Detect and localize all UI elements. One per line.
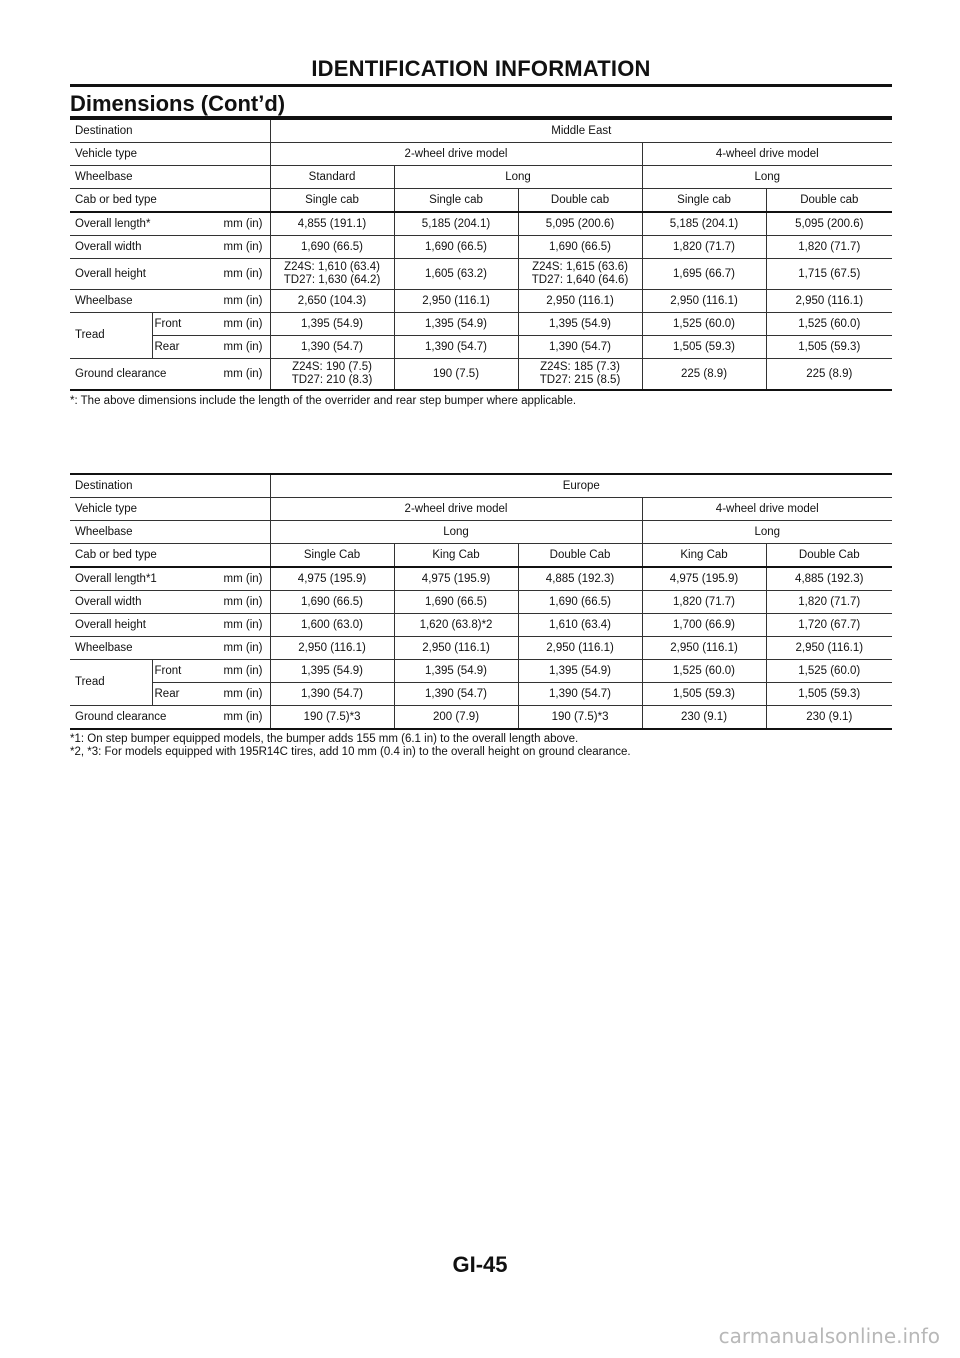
value-cell: 2,950 (116.1): [766, 290, 892, 313]
data-row: [70, 259, 892, 290]
row-label: [70, 359, 270, 391]
row-label-text: Ground clearance: [75, 710, 167, 723]
wheelbase-type-cell: Long: [642, 521, 892, 544]
row-label: [70, 567, 270, 591]
data-row: [70, 290, 892, 313]
value-cell: 1,690 (66.5): [270, 591, 394, 614]
unit-label: mm (in): [223, 294, 263, 307]
value-cell: 1,505 (59.3): [642, 336, 766, 359]
section-title: IDENTIFICATION INFORMATION: [311, 56, 651, 81]
section-subtitle: Dimensions (Cont’d): [70, 91, 286, 116]
value-cell: 4,975 (195.9): [270, 567, 394, 591]
unit-label: mm (in): [223, 618, 263, 631]
dimensions-table-europe: [70, 473, 892, 730]
row-label-text: Overall width: [75, 240, 142, 253]
row-label-text: Overall length*: [75, 217, 151, 230]
value-line: 225 (8.9): [681, 367, 728, 380]
cab-type-label: Cab or bed type: [70, 189, 270, 213]
tread-front-label: [152, 660, 270, 683]
value-cell: 1,395 (54.9): [518, 313, 642, 336]
value-line: TD27: 215 (8.5): [539, 374, 621, 386]
value-cell: 4,885 (192.3): [766, 567, 892, 591]
value-cell: [270, 359, 394, 391]
value-cell: [642, 259, 766, 290]
wheelbase-type-cell: Standard: [270, 166, 394, 189]
value-cell: 1,820 (71.7): [766, 591, 892, 614]
vehicle-type-2wd: 2-wheel drive model: [270, 498, 642, 521]
value-cell: 1,690 (66.5): [394, 591, 518, 614]
unit-label: mm (in): [223, 340, 263, 353]
unit-label: mm (in): [223, 687, 263, 700]
value-cell: 1,390 (54.7): [518, 683, 642, 706]
destination-label: Destination: [70, 474, 270, 498]
data-row: [70, 212, 892, 236]
wheelbase-type-label: Wheelbase: [70, 521, 270, 544]
unit-label: mm (in): [223, 572, 263, 585]
row-label: [70, 290, 270, 313]
cab-type-label: Cab or bed type: [70, 544, 270, 568]
row-label-text: Wheelbase: [75, 641, 133, 654]
value-cell: 1,395 (54.9): [394, 660, 518, 683]
wheelbase-type-row: [70, 166, 892, 189]
row-label: [70, 212, 270, 236]
tread-rear-text: Rear: [154, 687, 180, 700]
value-cell: 5,095 (200.6): [766, 212, 892, 236]
row-label: [70, 637, 270, 660]
tread-label: Tread: [70, 660, 152, 706]
value-cell: 1,395 (54.9): [394, 313, 518, 336]
vehicle-type-4wd: 4-wheel drive model: [642, 498, 892, 521]
value-cell: 1,390 (54.7): [518, 336, 642, 359]
value-line: Z24S: 1,610 (63.4): [284, 261, 380, 273]
wheelbase-type-cell: Long: [642, 166, 892, 189]
value-line: 1,715 (67.5): [798, 267, 861, 280]
row-label-text: Overall width: [75, 595, 142, 608]
row-label-text: Ground clearance: [75, 367, 167, 380]
watermark: carmanualsonline.info: [718, 1324, 940, 1348]
value-cell: 5,185 (204.1): [394, 212, 518, 236]
value-cell: [394, 359, 518, 391]
value-cell: [766, 259, 892, 290]
value-cell: 1,820 (71.7): [766, 236, 892, 259]
tread-front-label: [152, 313, 270, 336]
value-cell: 1,390 (54.7): [394, 336, 518, 359]
data-row: [70, 567, 892, 591]
unit-label: mm (in): [223, 317, 263, 330]
cab-type-cell: Double Cab: [766, 544, 892, 568]
value-cell: 1,505 (59.3): [766, 336, 892, 359]
data-row: [70, 236, 892, 259]
value-cell: [518, 259, 642, 290]
table-footnote: *: The above dimensions include the length of the overrider and rear step bumper where applicable.: [70, 395, 577, 407]
value-cell: 1,690 (66.5): [394, 236, 518, 259]
tread-label: Tread: [70, 313, 152, 359]
tread-front-row: [70, 660, 892, 683]
row-label: [70, 236, 270, 259]
value-cell: 1,395 (54.9): [270, 313, 394, 336]
value-cell: 1,390 (54.7): [270, 336, 394, 359]
unit-label: mm (in): [223, 664, 263, 677]
value-cell: 1,820 (71.7): [642, 236, 766, 259]
value-line: Z24S: 190 (7.5): [292, 361, 372, 373]
page-number: GI-45: [452, 1252, 508, 1277]
value-cell: 1,525 (60.0): [766, 660, 892, 683]
cab-type-cell: Single Cab: [270, 544, 394, 568]
vehicle-type-4wd: 4-wheel drive model: [642, 143, 892, 166]
cab-type-row: [70, 544, 892, 568]
vehicle-type-row: [70, 498, 892, 521]
tread-front-text: Front: [154, 664, 182, 677]
data-row: [70, 637, 892, 660]
value-cell: 1,505 (59.3): [642, 683, 766, 706]
value-cell: 4,975 (195.9): [394, 567, 518, 591]
value-cell: 1,610 (63.4): [518, 614, 642, 637]
vehicle-type-label: Vehicle type: [70, 498, 270, 521]
value-line: 1,605 (63.2): [425, 267, 488, 280]
value-cell: 5,095 (200.6): [518, 212, 642, 236]
value-cell: 1,690 (66.5): [518, 591, 642, 614]
value-cell: [518, 359, 642, 391]
tread-front-row: [70, 313, 892, 336]
unit-label: mm (in): [223, 641, 263, 654]
wheelbase-type-row: [70, 521, 892, 544]
row-label: [70, 591, 270, 614]
destination-row: [70, 119, 892, 143]
value-cell: 4,975 (195.9): [642, 567, 766, 591]
value-cell: [642, 359, 766, 391]
destination-row: [70, 474, 892, 498]
cab-type-cell: King Cab: [394, 544, 518, 568]
value-cell: 190 (7.5)*3: [518, 706, 642, 730]
value-cell: 1,690 (66.5): [518, 236, 642, 259]
value-cell: 1,620 (63.8)*2: [394, 614, 518, 637]
value-cell: 1,390 (54.7): [270, 683, 394, 706]
value-line: Z24S: 185 (7.3): [540, 361, 620, 373]
value-cell: 2,650 (104.3): [270, 290, 394, 313]
page-header: [70, 56, 892, 82]
cab-type-cell: Double cab: [766, 189, 892, 213]
cab-type-cell: Double cab: [518, 189, 642, 213]
unit-label: mm (in): [223, 240, 263, 253]
tread-rear-label: [152, 336, 270, 359]
data-row: [70, 591, 892, 614]
value-cell: 5,185 (204.1): [642, 212, 766, 236]
wheelbase-type-cell: Long: [394, 166, 642, 189]
value-cell: 1,390 (54.7): [394, 683, 518, 706]
value-cell: 2,950 (116.1): [394, 637, 518, 660]
cab-type-cell: King Cab: [642, 544, 766, 568]
value-cell: [394, 259, 518, 290]
page-subheader: [70, 86, 892, 118]
value-cell: 230 (9.1): [642, 706, 766, 730]
wheelbase-type-label: Wheelbase: [70, 166, 270, 189]
wheelbase-type-cell: Long: [270, 521, 642, 544]
unit-label: mm (in): [223, 217, 263, 230]
value-cell: 1,525 (60.0): [766, 313, 892, 336]
value-line: 1,695 (66.7): [673, 267, 736, 280]
footnote: *1: On step bumper equipped models, the bumper adds 155 mm (6.1 in) to the overall length above.: [70, 733, 579, 745]
dimensions-table-middle-east: [70, 118, 892, 391]
value-cell: 1,690 (66.5): [270, 236, 394, 259]
row-label-text: Overall height: [75, 267, 146, 280]
value-cell: 2,950 (116.1): [394, 290, 518, 313]
value-line: TD27: 1,640 (64.6): [531, 274, 629, 286]
value-cell: 2,950 (116.1): [642, 637, 766, 660]
value-cell: 190 (7.5)*3: [270, 706, 394, 730]
value-cell: 2,950 (116.1): [270, 637, 394, 660]
tread-rear-label: [152, 683, 270, 706]
vehicle-type-2wd: 2-wheel drive model: [270, 143, 642, 166]
value-cell: [766, 359, 892, 391]
unit-label: mm (in): [223, 710, 263, 723]
cab-type-cell: Single cab: [270, 189, 394, 213]
value-cell: 1,525 (60.0): [642, 660, 766, 683]
value-cell: [270, 259, 394, 290]
value-cell: 4,885 (192.3): [518, 567, 642, 591]
row-label: [70, 706, 270, 730]
tread-front-text: Front: [154, 317, 182, 330]
value-cell: 1,720 (67.7): [766, 614, 892, 637]
ground-clearance-row: [70, 706, 892, 730]
cab-type-cell: Single cab: [642, 189, 766, 213]
vehicle-type-row: [70, 143, 892, 166]
unit-label: mm (in): [223, 367, 263, 380]
value-cell: 1,820 (71.7): [642, 591, 766, 614]
destination-value: Middle East: [270, 119, 892, 143]
value-cell: 1,700 (66.9): [642, 614, 766, 637]
destination-value: Europe: [270, 474, 892, 498]
row-label: [70, 614, 270, 637]
value-line: 225 (8.9): [806, 367, 853, 380]
value-cell: 1,505 (59.3): [766, 683, 892, 706]
cab-type-row: [70, 189, 892, 213]
value-cell: 2,950 (116.1): [766, 637, 892, 660]
value-cell: 1,395 (54.9): [270, 660, 394, 683]
tread-rear-text: Rear: [154, 340, 180, 353]
unit-label: mm (in): [223, 267, 263, 280]
cab-type-cell: Double Cab: [518, 544, 642, 568]
row-label-text: Wheelbase: [75, 294, 133, 307]
row-label-text: Overall height: [75, 618, 146, 631]
vehicle-type-label: Vehicle type: [70, 143, 270, 166]
footnote: *2, *3: For models equipped with 195R14C tires, add 10 mm (0.4 in) to the overall height on ground clearance.: [70, 746, 631, 758]
ground-clearance-row: [70, 359, 892, 391]
value-cell: 2,950 (116.1): [642, 290, 766, 313]
data-row: [70, 614, 892, 637]
row-label-text: Overall length*1: [75, 572, 157, 585]
value-cell: 2,950 (116.1): [518, 290, 642, 313]
value-line: TD27: 210 (8.3): [291, 374, 373, 386]
cab-type-cell: Single cab: [394, 189, 518, 213]
value-cell: 4,855 (191.1): [270, 212, 394, 236]
value-line: 190 (7.5): [433, 367, 480, 380]
value-cell: 230 (9.1): [766, 706, 892, 730]
value-cell: 200 (7.9): [394, 706, 518, 730]
value-cell: 1,600 (63.0): [270, 614, 394, 637]
tread-rear-row: [70, 683, 892, 706]
value-cell: 1,395 (54.9): [518, 660, 642, 683]
value-line: Z24S: 1,615 (63.6): [532, 261, 628, 273]
value-line: TD27: 1,630 (64.2): [283, 274, 381, 286]
destination-label: Destination: [70, 119, 270, 143]
tread-rear-row: [70, 336, 892, 359]
row-label: [70, 259, 270, 290]
value-cell: 2,950 (116.1): [518, 637, 642, 660]
table-footnotes: [70, 733, 892, 759]
value-cell: 1,525 (60.0): [642, 313, 766, 336]
unit-label: mm (in): [223, 595, 263, 608]
